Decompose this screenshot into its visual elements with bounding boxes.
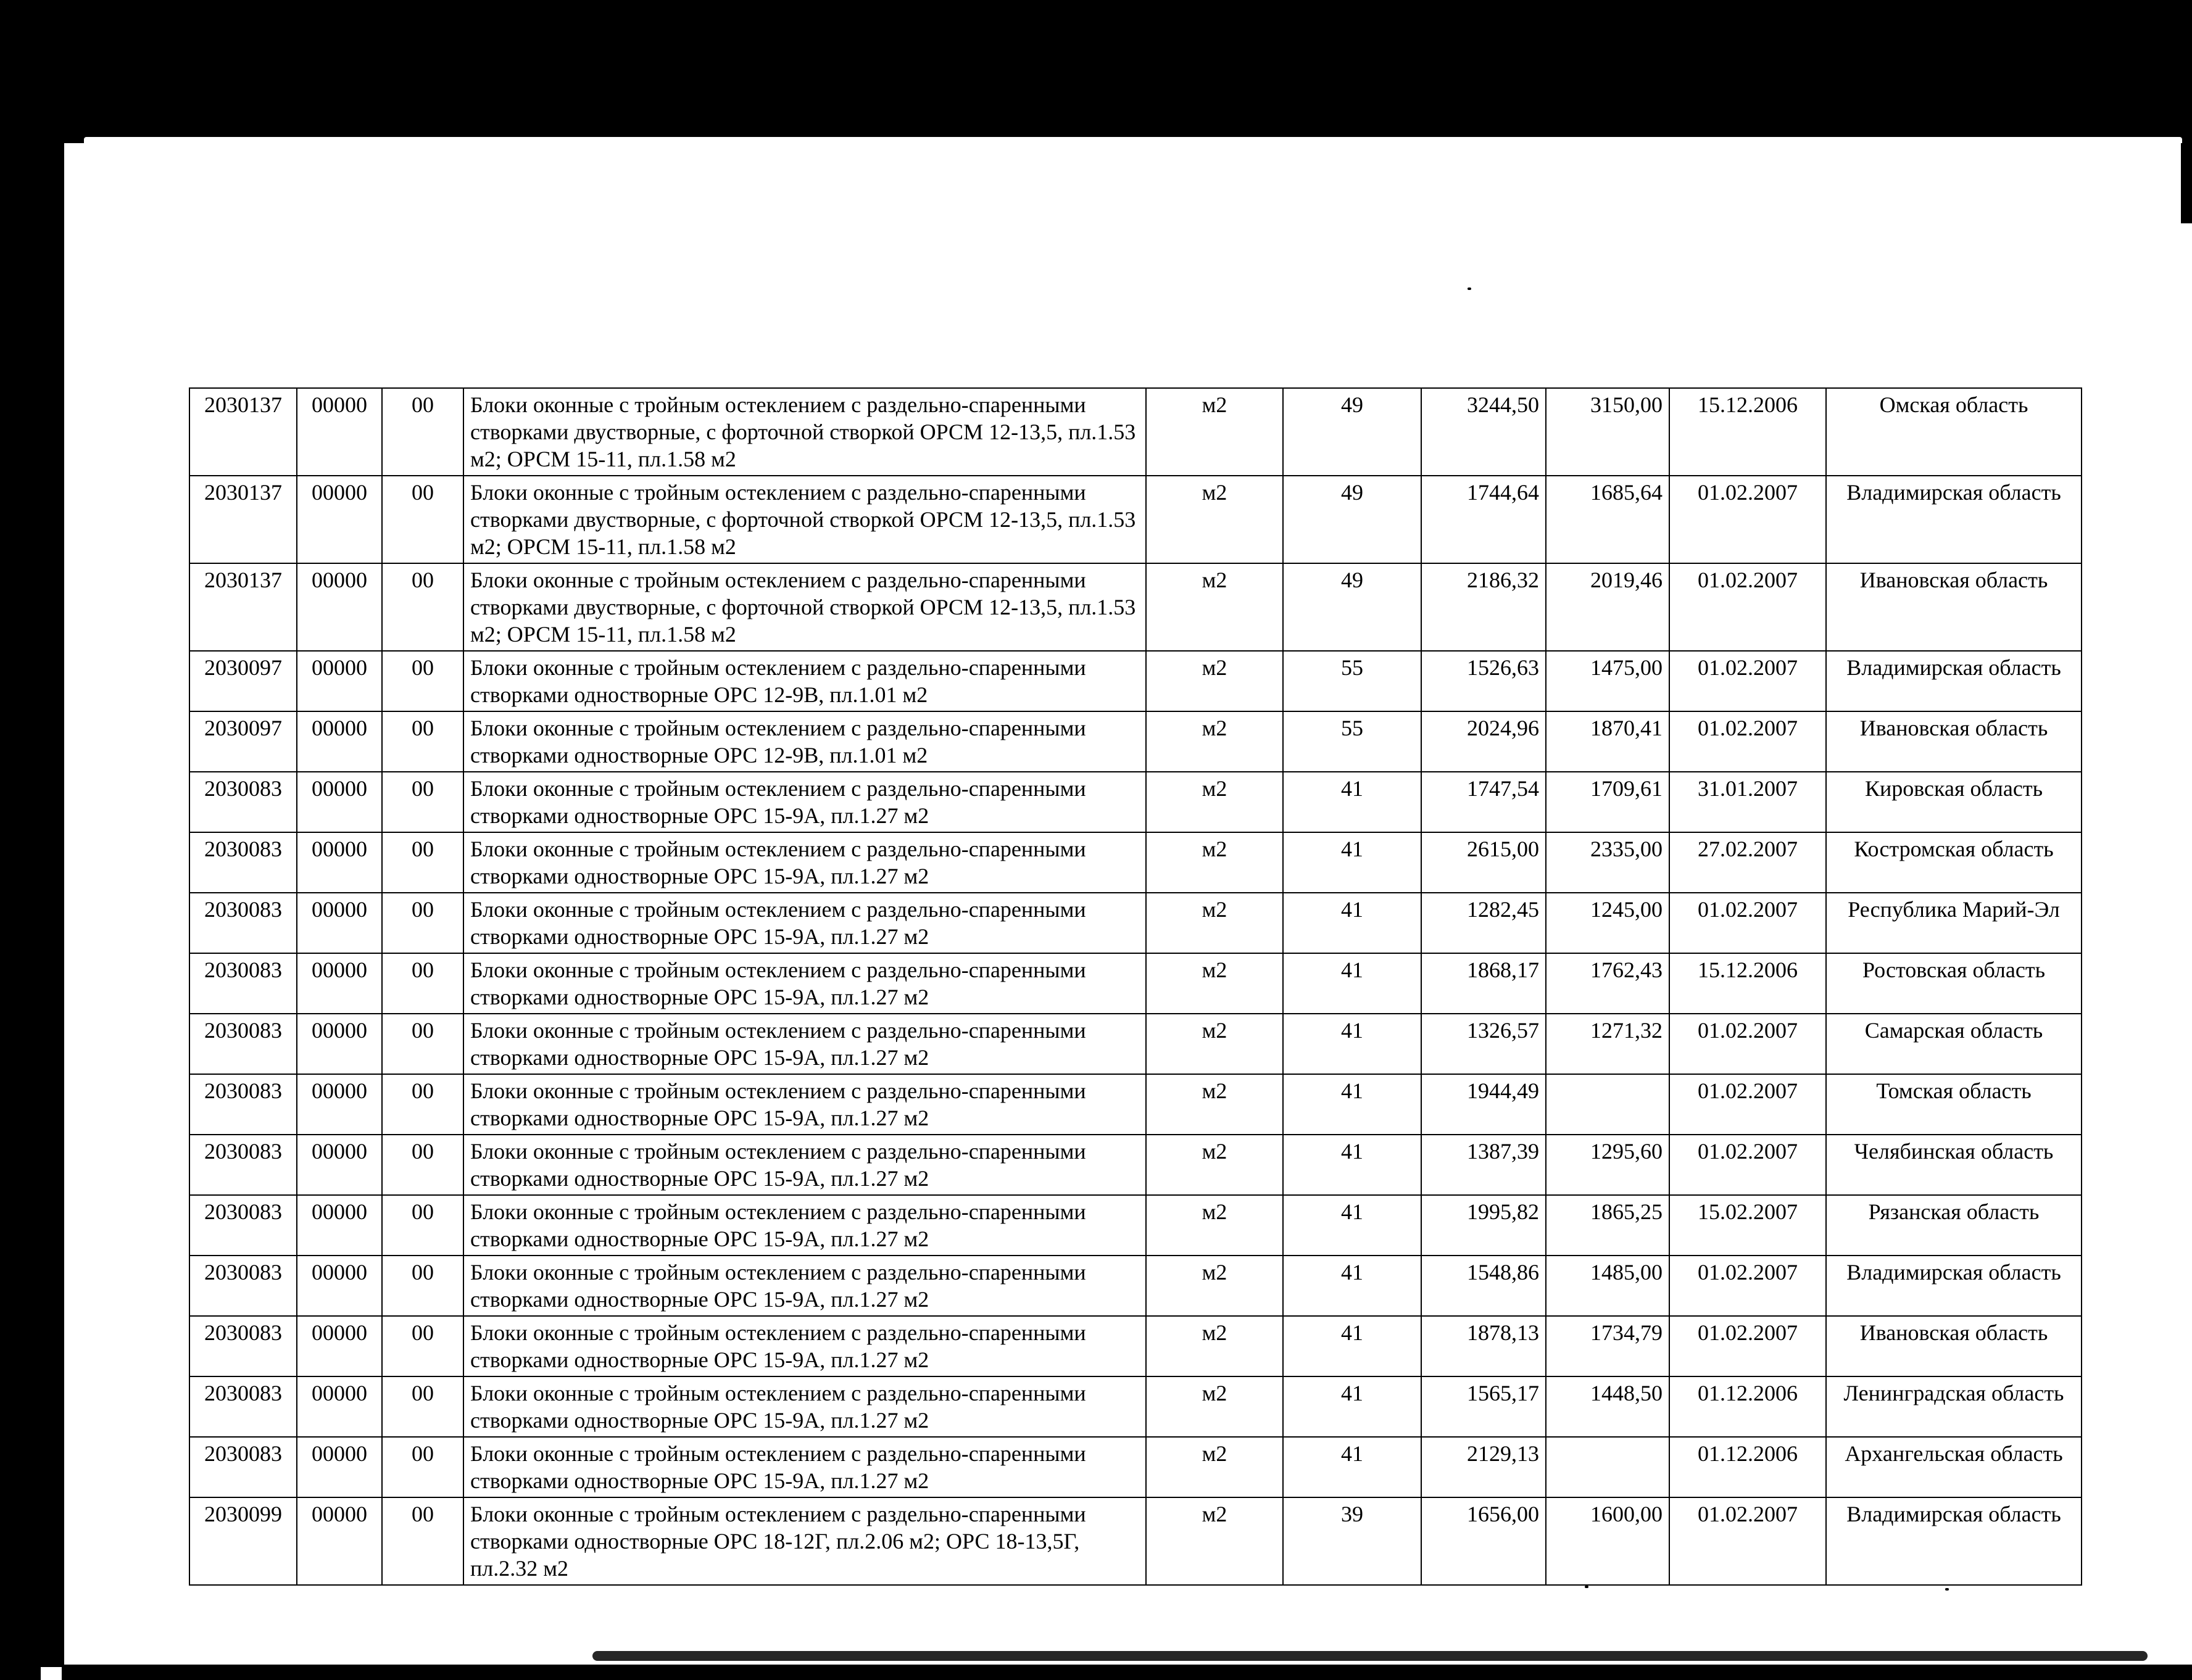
date-cell: 01.02.2007 bbox=[1669, 1074, 1826, 1135]
description-cell: Блоки оконные с тройным остеклением с раздельно-спаренными створками одностворные ОРС 15-9А, пл.1.27 м2 bbox=[463, 953, 1146, 1014]
price-alt-cell: 1271,32 bbox=[1546, 1014, 1669, 1074]
suffix-cell: 00 bbox=[382, 1074, 463, 1135]
region-cell: Ивановская область bbox=[1826, 563, 2082, 651]
description-cell: Блоки оконные с тройным остеклением с раздельно-спаренными створками одностворные ОРС 18-12Г, пл.2.06 м2; ОРС 18-13,5Г, пл.2.32 м2 bbox=[463, 1497, 1146, 1585]
date-cell: 01.02.2007 bbox=[1669, 711, 1826, 772]
unit-cell: м2 bbox=[1146, 1497, 1283, 1585]
scan-dust-mark bbox=[1468, 288, 1471, 290]
price-alt-cell: 1245,00 bbox=[1546, 893, 1669, 953]
date-cell: 27.02.2007 bbox=[1669, 832, 1826, 893]
code-cell: 2030137 bbox=[189, 476, 297, 563]
unit-cell: м2 bbox=[1146, 1437, 1283, 1497]
table-row bbox=[189, 1135, 2082, 1195]
code-cell: 2030137 bbox=[189, 563, 297, 651]
price-cell: 1944,49 bbox=[1421, 1074, 1546, 1135]
price-alt-cell: 1600,00 bbox=[1546, 1497, 1669, 1585]
price-cell: 1878,13 bbox=[1421, 1316, 1546, 1376]
price-cell: 1326,57 bbox=[1421, 1014, 1546, 1074]
suffix-cell: 00 bbox=[382, 651, 463, 711]
price-cell: 1526,63 bbox=[1421, 651, 1546, 711]
unit-cell: м2 bbox=[1146, 651, 1283, 711]
date-cell: 15.12.2006 bbox=[1669, 953, 1826, 1014]
subcode-cell: 00000 bbox=[297, 1135, 382, 1195]
subcode-cell: 00000 bbox=[297, 832, 382, 893]
unit-cell: м2 bbox=[1146, 711, 1283, 772]
unit-cell: м2 bbox=[1146, 832, 1283, 893]
description-cell: Блоки оконные с тройным остеклением с раздельно-спаренными створками одностворные ОРС 15-9А, пл.1.27 м2 bbox=[463, 893, 1146, 953]
price-alt-cell bbox=[1546, 1437, 1669, 1497]
quantity-cell: 41 bbox=[1283, 1195, 1421, 1256]
quantity-cell: 49 bbox=[1283, 388, 1421, 476]
table-row bbox=[189, 711, 2082, 772]
table-row bbox=[189, 1316, 2082, 1376]
price-cell: 2129,13 bbox=[1421, 1437, 1546, 1497]
scan-border-left bbox=[0, 0, 41, 1680]
code-cell: 2030083 bbox=[189, 953, 297, 1014]
scan-smudge-bottom bbox=[592, 1651, 2148, 1661]
suffix-cell: 00 bbox=[382, 1256, 463, 1316]
description-cell: Блоки оконные с тройным остеклением с раздельно-спаренными створками двустворные, с форточной створкой ОРСМ 12-13,5, пл.1.53 м2; ОРСМ 15-11, пл.1.58 м2 bbox=[463, 476, 1146, 563]
scan-dust-mark bbox=[1945, 1588, 1949, 1591]
code-cell: 2030083 bbox=[189, 1316, 297, 1376]
code-cell: 2030083 bbox=[189, 1135, 297, 1195]
region-cell: Кировская область bbox=[1826, 772, 2082, 832]
code-cell: 2030099 bbox=[189, 1497, 297, 1585]
subcode-cell: 00000 bbox=[297, 1376, 382, 1437]
region-cell: Ростовская область bbox=[1826, 953, 2082, 1014]
code-cell: 2030083 bbox=[189, 1437, 297, 1497]
unit-cell: м2 bbox=[1146, 1376, 1283, 1437]
region-cell: Костромская область bbox=[1826, 832, 2082, 893]
price-alt-cell: 2019,46 bbox=[1546, 563, 1669, 651]
table-row bbox=[189, 388, 2082, 476]
table-row bbox=[189, 476, 2082, 563]
unit-cell: м2 bbox=[1146, 563, 1283, 651]
region-cell: Челябинская область bbox=[1826, 1135, 2082, 1195]
subcode-cell: 00000 bbox=[297, 1074, 382, 1135]
quantity-cell: 41 bbox=[1283, 1074, 1421, 1135]
date-cell: 01.12.2006 bbox=[1669, 1376, 1826, 1437]
date-cell: 01.02.2007 bbox=[1669, 1256, 1826, 1316]
description-cell: Блоки оконные с тройным остеклением с раздельно-спаренными створками одностворные ОРС 15-9А, пл.1.27 м2 bbox=[463, 1014, 1146, 1074]
region-cell: Томская область bbox=[1826, 1074, 2082, 1135]
unit-cell: м2 bbox=[1146, 1135, 1283, 1195]
date-cell: 01.12.2006 bbox=[1669, 1437, 1826, 1497]
unit-cell: м2 bbox=[1146, 953, 1283, 1014]
table-row bbox=[189, 1437, 2082, 1497]
date-cell: 01.02.2007 bbox=[1669, 476, 1826, 563]
region-cell: Омская область bbox=[1826, 388, 2082, 476]
code-cell: 2030083 bbox=[189, 772, 297, 832]
quantity-cell: 49 bbox=[1283, 476, 1421, 563]
description-cell: Блоки оконные с тройным остеклением с раздельно-спаренными створками одностворные ОРС 15-9А, пл.1.27 м2 bbox=[463, 1376, 1146, 1437]
description-cell: Блоки оконные с тройным остеклением с раздельно-спаренными створками одностворные ОРС 12-9В, пл.1.01 м2 bbox=[463, 651, 1146, 711]
scan-dust-mark bbox=[1585, 1586, 1588, 1588]
suffix-cell: 00 bbox=[382, 476, 463, 563]
quantity-cell: 41 bbox=[1283, 772, 1421, 832]
code-cell: 2030083 bbox=[189, 1195, 297, 1256]
price-table bbox=[189, 387, 2082, 1586]
code-cell: 2030083 bbox=[189, 832, 297, 893]
table-row bbox=[189, 651, 2082, 711]
table-row bbox=[189, 1074, 2082, 1135]
description-cell: Блоки оконные с тройным остеклением с раздельно-спаренными створками двустворные, с форточной створкой ОРСМ 12-13,5, пл.1.53 м2; ОРСМ 15-11, пл.1.58 м2 bbox=[463, 563, 1146, 651]
suffix-cell: 00 bbox=[382, 563, 463, 651]
suffix-cell: 00 bbox=[382, 1497, 463, 1585]
table-row bbox=[189, 893, 2082, 953]
subcode-cell: 00000 bbox=[297, 1316, 382, 1376]
suffix-cell: 00 bbox=[382, 1437, 463, 1497]
region-cell: Ленинградская область bbox=[1826, 1376, 2082, 1437]
unit-cell: м2 bbox=[1146, 893, 1283, 953]
region-cell: Владимирская область bbox=[1826, 651, 2082, 711]
date-cell: 01.02.2007 bbox=[1669, 1135, 1826, 1195]
scan-border-right bbox=[2181, 143, 2192, 223]
suffix-cell: 00 bbox=[382, 1316, 463, 1376]
price-alt-cell: 1734,79 bbox=[1546, 1316, 1669, 1376]
code-cell: 2030137 bbox=[189, 388, 297, 476]
price-cell: 2024,96 bbox=[1421, 711, 1546, 772]
subcode-cell: 00000 bbox=[297, 893, 382, 953]
date-cell: 01.02.2007 bbox=[1669, 1497, 1826, 1585]
price-cell: 1387,39 bbox=[1421, 1135, 1546, 1195]
quantity-cell: 49 bbox=[1283, 563, 1421, 651]
price-alt-cell: 1485,00 bbox=[1546, 1256, 1669, 1316]
date-cell: 01.02.2007 bbox=[1669, 1014, 1826, 1074]
price-alt-cell: 1448,50 bbox=[1546, 1376, 1669, 1437]
unit-cell: м2 bbox=[1146, 1316, 1283, 1376]
suffix-cell: 00 bbox=[382, 1195, 463, 1256]
suffix-cell: 00 bbox=[382, 388, 463, 476]
price-cell: 1995,82 bbox=[1421, 1195, 1546, 1256]
subcode-cell: 00000 bbox=[297, 563, 382, 651]
price-cell: 1747,54 bbox=[1421, 772, 1546, 832]
scan-border-left-inner bbox=[41, 143, 64, 1667]
subcode-cell: 00000 bbox=[297, 711, 382, 772]
date-cell: 15.12.2006 bbox=[1669, 388, 1826, 476]
subcode-cell: 00000 bbox=[297, 1014, 382, 1074]
date-cell: 01.02.2007 bbox=[1669, 893, 1826, 953]
region-cell: Самарская область bbox=[1826, 1014, 2082, 1074]
price-alt-cell: 1475,00 bbox=[1546, 651, 1669, 711]
table-row bbox=[189, 563, 2082, 651]
quantity-cell: 55 bbox=[1283, 711, 1421, 772]
suffix-cell: 00 bbox=[382, 893, 463, 953]
price-cell: 1548,86 bbox=[1421, 1256, 1546, 1316]
price-cell: 1868,17 bbox=[1421, 953, 1546, 1014]
subcode-cell: 00000 bbox=[297, 1497, 382, 1585]
subcode-cell: 00000 bbox=[297, 953, 382, 1014]
region-cell: Архангельская область bbox=[1826, 1437, 2082, 1497]
price-alt-cell: 1865,25 bbox=[1546, 1195, 1669, 1256]
description-cell: Блоки оконные с тройным остеклением с раздельно-спаренными створками одностворные ОРС 15-9А, пл.1.27 м2 bbox=[463, 832, 1146, 893]
region-cell: Владимирская область bbox=[1826, 476, 2082, 563]
description-cell: Блоки оконные с тройным остеклением с раздельно-спаренными створками одностворные ОРС 15-9А, пл.1.27 м2 bbox=[463, 1074, 1146, 1135]
price-cell: 1565,17 bbox=[1421, 1376, 1546, 1437]
suffix-cell: 00 bbox=[382, 1014, 463, 1074]
price-cell: 2615,00 bbox=[1421, 832, 1546, 893]
description-cell: Блоки оконные с тройным остеклением с раздельно-спаренными створками одностворные ОРС 15-9А, пл.1.27 м2 bbox=[463, 1135, 1146, 1195]
suffix-cell: 00 bbox=[382, 772, 463, 832]
quantity-cell: 41 bbox=[1283, 953, 1421, 1014]
code-cell: 2030083 bbox=[189, 1074, 297, 1135]
unit-cell: м2 bbox=[1146, 1195, 1283, 1256]
table-row bbox=[189, 1497, 2082, 1585]
suffix-cell: 00 bbox=[382, 832, 463, 893]
date-cell: 01.02.2007 bbox=[1669, 1316, 1826, 1376]
description-cell: Блоки оконные с тройным остеклением с раздельно-спаренными створками одностворные ОРС 12-9В, пл.1.01 м2 bbox=[463, 711, 1146, 772]
price-alt-cell: 1762,43 bbox=[1546, 953, 1669, 1014]
region-cell: Владимирская область bbox=[1826, 1497, 2082, 1585]
code-cell: 2030083 bbox=[189, 1256, 297, 1316]
price-alt-cell: 1685,64 bbox=[1546, 476, 1669, 563]
table-row bbox=[189, 953, 2082, 1014]
subcode-cell: 00000 bbox=[297, 772, 382, 832]
unit-cell: м2 bbox=[1146, 772, 1283, 832]
table-row bbox=[189, 1376, 2082, 1437]
region-cell: Ивановская область bbox=[1826, 1316, 2082, 1376]
subcode-cell: 00000 bbox=[297, 476, 382, 563]
date-cell: 31.01.2007 bbox=[1669, 772, 1826, 832]
subcode-cell: 00000 bbox=[297, 651, 382, 711]
suffix-cell: 00 bbox=[382, 1135, 463, 1195]
subcode-cell: 00000 bbox=[297, 1256, 382, 1316]
price-cell: 2186,32 bbox=[1421, 563, 1546, 651]
date-cell: 01.02.2007 bbox=[1669, 651, 1826, 711]
quantity-cell: 41 bbox=[1283, 1437, 1421, 1497]
code-cell: 2030083 bbox=[189, 1014, 297, 1074]
unit-cell: м2 bbox=[1146, 1256, 1283, 1316]
quantity-cell: 41 bbox=[1283, 1014, 1421, 1074]
unit-cell: м2 bbox=[1146, 388, 1283, 476]
subcode-cell: 00000 bbox=[297, 1195, 382, 1256]
price-alt-cell: 1870,41 bbox=[1546, 711, 1669, 772]
suffix-cell: 00 bbox=[382, 1376, 463, 1437]
suffix-cell: 00 bbox=[382, 953, 463, 1014]
description-cell: Блоки оконные с тройным остеклением с раздельно-спаренными створками одностворные ОРС 15-9А, пл.1.27 м2 bbox=[463, 1316, 1146, 1376]
table-row bbox=[189, 772, 2082, 832]
quantity-cell: 41 bbox=[1283, 893, 1421, 953]
code-cell: 2030083 bbox=[189, 893, 297, 953]
suffix-cell: 00 bbox=[382, 711, 463, 772]
subcode-cell: 00000 bbox=[297, 1437, 382, 1497]
price-alt-cell: 2335,00 bbox=[1546, 832, 1669, 893]
price-cell: 1282,45 bbox=[1421, 893, 1546, 953]
scan-border-bottom bbox=[62, 1665, 2192, 1680]
code-cell: 2030083 bbox=[189, 1376, 297, 1437]
code-cell: 2030097 bbox=[189, 711, 297, 772]
table-body bbox=[189, 388, 2082, 1585]
quantity-cell: 41 bbox=[1283, 1376, 1421, 1437]
quantity-cell: 41 bbox=[1283, 832, 1421, 893]
subcode-cell: 00000 bbox=[297, 388, 382, 476]
table-row bbox=[189, 1014, 2082, 1074]
description-cell: Блоки оконные с тройным остеклением с раздельно-спаренными створками двустворные, с форточной створкой ОРСМ 12-13,5, пл.1.53 м2; ОРСМ 15-11, пл.1.58 м2 bbox=[463, 388, 1146, 476]
quantity-cell: 41 bbox=[1283, 1316, 1421, 1376]
region-cell: Ивановская область bbox=[1826, 711, 2082, 772]
unit-cell: м2 bbox=[1146, 476, 1283, 563]
price-cell: 3244,50 bbox=[1421, 388, 1546, 476]
unit-cell: м2 bbox=[1146, 1014, 1283, 1074]
quantity-cell: 55 bbox=[1283, 651, 1421, 711]
table-row bbox=[189, 832, 2082, 893]
quantity-cell: 39 bbox=[1283, 1497, 1421, 1585]
price-alt-cell: 3150,00 bbox=[1546, 388, 1669, 476]
table-row bbox=[189, 1256, 2082, 1316]
date-cell: 01.02.2007 bbox=[1669, 563, 1826, 651]
price-alt-cell: 1709,61 bbox=[1546, 772, 1669, 832]
description-cell: Блоки оконные с тройным остеклением с раздельно-спаренными створками одностворные ОРС 15-9А, пл.1.27 м2 bbox=[463, 772, 1146, 832]
code-cell: 2030097 bbox=[189, 651, 297, 711]
price-cell: 1744,64 bbox=[1421, 476, 1546, 563]
region-cell: Республика Марий-Эл bbox=[1826, 893, 2082, 953]
description-cell: Блоки оконные с тройным остеклением с раздельно-спаренными створками одностворные ОРС 15-9А, пл.1.27 м2 bbox=[463, 1437, 1146, 1497]
date-cell: 15.02.2007 bbox=[1669, 1195, 1826, 1256]
table-row bbox=[189, 1195, 2082, 1256]
description-cell: Блоки оконные с тройным остеклением с раздельно-спаренными створками одностворные ОРС 15-9А, пл.1.27 м2 bbox=[463, 1256, 1146, 1316]
price-alt-cell: 1295,60 bbox=[1546, 1135, 1669, 1195]
quantity-cell: 41 bbox=[1283, 1135, 1421, 1195]
description-cell: Блоки оконные с тройным остеклением с раздельно-спаренными створками одностворные ОРС 15-9А, пл.1.27 м2 bbox=[463, 1195, 1146, 1256]
unit-cell: м2 bbox=[1146, 1074, 1283, 1135]
price-cell: 1656,00 bbox=[1421, 1497, 1546, 1585]
price-alt-cell bbox=[1546, 1074, 1669, 1135]
scan-page-edge bbox=[84, 137, 2182, 155]
region-cell: Рязанская область bbox=[1826, 1195, 2082, 1256]
region-cell: Владимирская область bbox=[1826, 1256, 2082, 1316]
quantity-cell: 41 bbox=[1283, 1256, 1421, 1316]
scan-border-top bbox=[0, 0, 2192, 143]
